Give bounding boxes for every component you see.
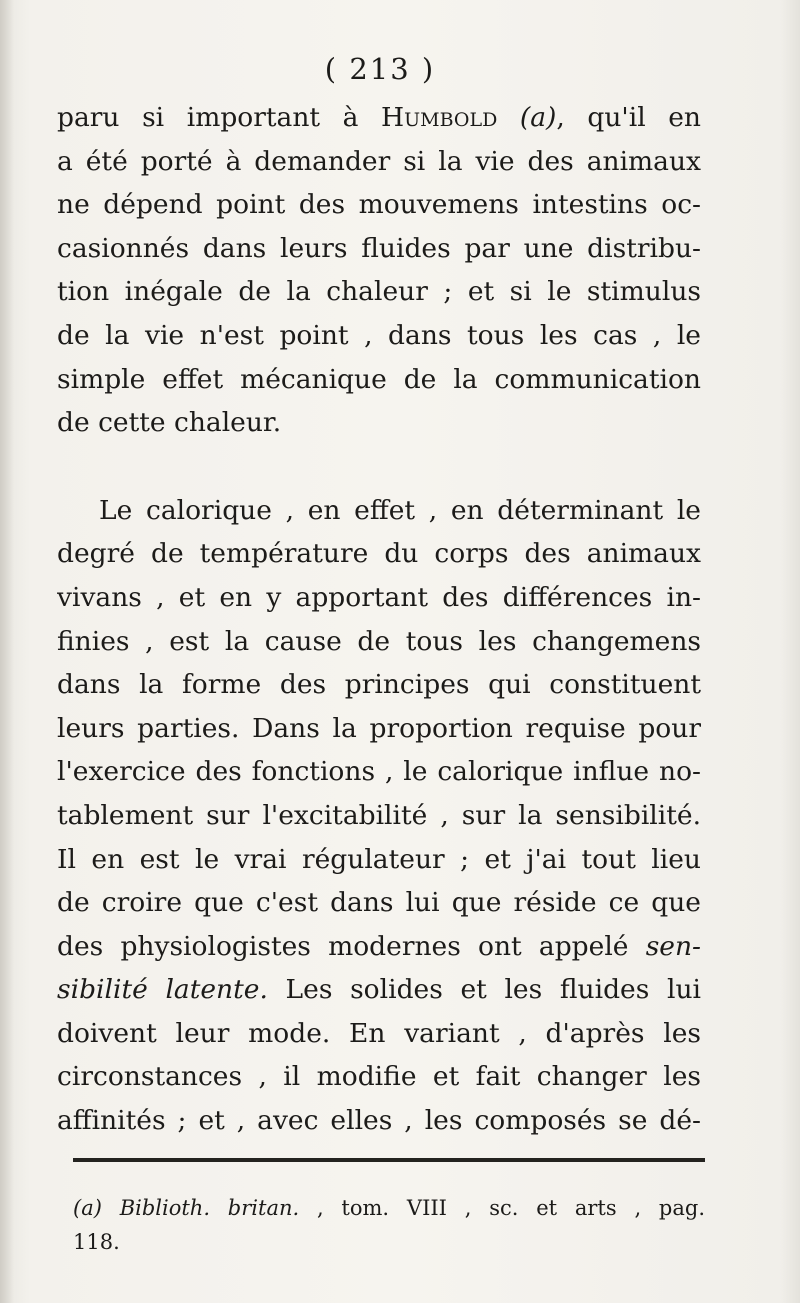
text-line: de cette chaleur. — [57, 407, 282, 439]
footnote-line — [73, 1191, 705, 1225]
text-line: casionnés dans leurs fluides par une distribu- — [57, 232, 701, 264]
author-name: Humbold — [381, 102, 498, 133]
text-line: de croire que c'est dans lui que réside ce que — [57, 887, 701, 919]
footnote-marker: (a) — [73, 1196, 102, 1220]
text-line: affinités ; et , avec elles , les composés se dé- — [57, 1105, 701, 1137]
page-number: ( 213 ) — [324, 52, 436, 86]
text-line: sibilité latente. Les solides et les fluides lui — [57, 974, 701, 1006]
text-line: paru si important à Humbold (a), qu'il en — [57, 102, 701, 133]
footnote-divider — [73, 1158, 705, 1162]
text-line: simple effet mécanique de la communication — [57, 363, 701, 395]
paragraph-gap — [57, 445, 701, 489]
paragraph-1 — [57, 96, 701, 445]
text-line: ne dépend point des mouvemens intestins oc- — [57, 189, 701, 221]
text-line: tablement sur l'excitabilité , sur la sensibilité. — [57, 799, 701, 831]
text-line: de la vie n'est point , dans tous les cas , le — [57, 319, 701, 351]
footnote — [73, 1191, 705, 1259]
text-line: vivans , et en y apportant des différences in- — [57, 581, 701, 613]
text-line: degré de température du corps des animaux — [57, 538, 701, 570]
paragraph-2 — [57, 489, 701, 1143]
footnote-details: , tom. VIII , sc. et arts , pag. — [299, 1196, 705, 1220]
text-line: circonstances , il modifie et fait changer les — [57, 1061, 701, 1093]
page-edge-shadow — [0, 0, 14, 1303]
text-line: tion inégale de la chaleur ; et si le stimulus — [57, 276, 701, 308]
text-line: Le calorique , en effet , en déterminant le — [99, 494, 701, 526]
text-line: des physiologistes modernes ont appelé sen- — [57, 930, 701, 962]
text-line: dans la forme des principes qui constituent — [57, 669, 701, 701]
italic-term: sen- — [645, 930, 701, 962]
footnote-page: 118. — [73, 1230, 120, 1254]
text-line: a été porté à demander si la vie des animaux — [57, 145, 701, 177]
main-text — [57, 96, 701, 1143]
footnote-source: Biblioth. britan. — [119, 1196, 300, 1220]
text-line: doivent leur mode. En variant , d'après les — [57, 1017, 701, 1049]
text-line: l'exercice des fonctions , le calorique influe no- — [57, 756, 701, 788]
text-line: Il en est le vrai régulateur ; et j'ai tout lieu — [57, 843, 701, 875]
text-line: leurs parties. Dans la proportion requise pour — [57, 712, 701, 744]
footnote-reference[interactable]: (a) — [519, 102, 557, 133]
text-line: finies , est la cause de tous les changemens — [57, 625, 701, 657]
italic-term: sibilité latente. — [57, 974, 268, 1006]
